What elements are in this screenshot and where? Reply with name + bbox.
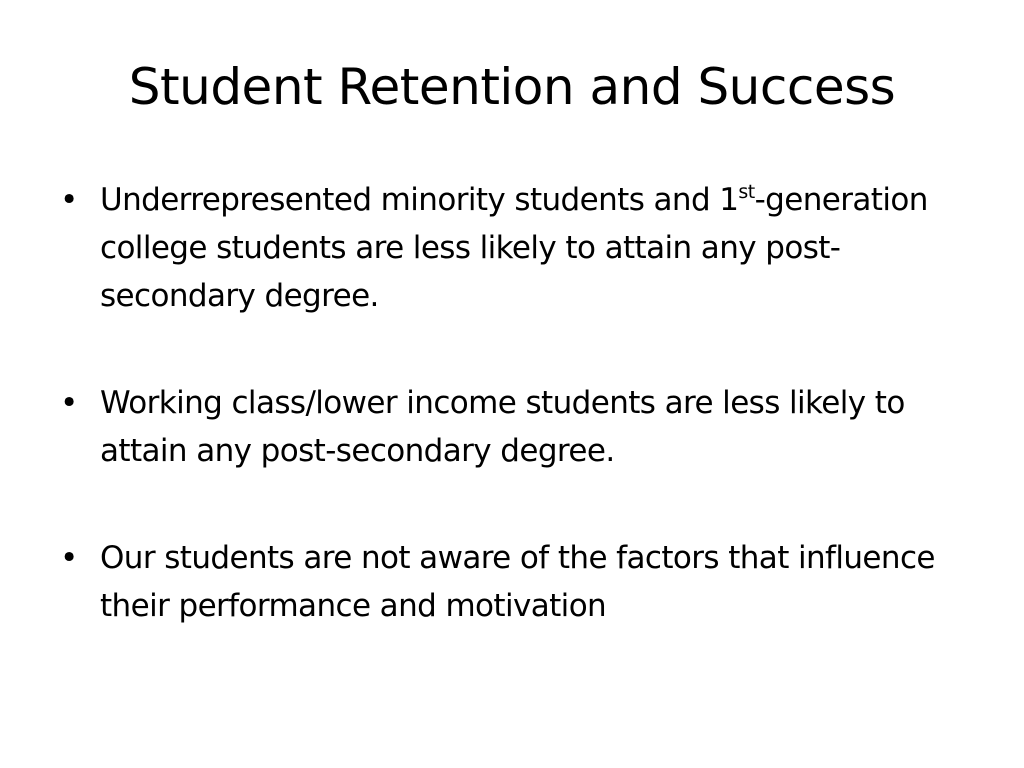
bullet-item [60, 534, 960, 630]
bullet-item [60, 379, 960, 475]
slide-title: Student Retention and Success [128, 58, 896, 116]
bullet-text: Underrepresented minority students and 1 [100, 182, 739, 218]
bullet-item [60, 176, 960, 320]
bullet-icon: • [60, 540, 78, 576]
bullet-icon: • [60, 385, 78, 421]
superscript: st [738, 181, 755, 203]
bullet-text-continued: -generation college students are less likely to attain any post-secondary degree. [100, 182, 928, 314]
bullet-list [60, 176, 960, 630]
bullet-text: Working class/lower income students are less likely to attain any post-secondary degree. [100, 385, 905, 469]
bullet-icon: • [60, 182, 78, 218]
bullet-text: Our students are not aware of the factors that influence their performance and motivation [100, 540, 935, 624]
